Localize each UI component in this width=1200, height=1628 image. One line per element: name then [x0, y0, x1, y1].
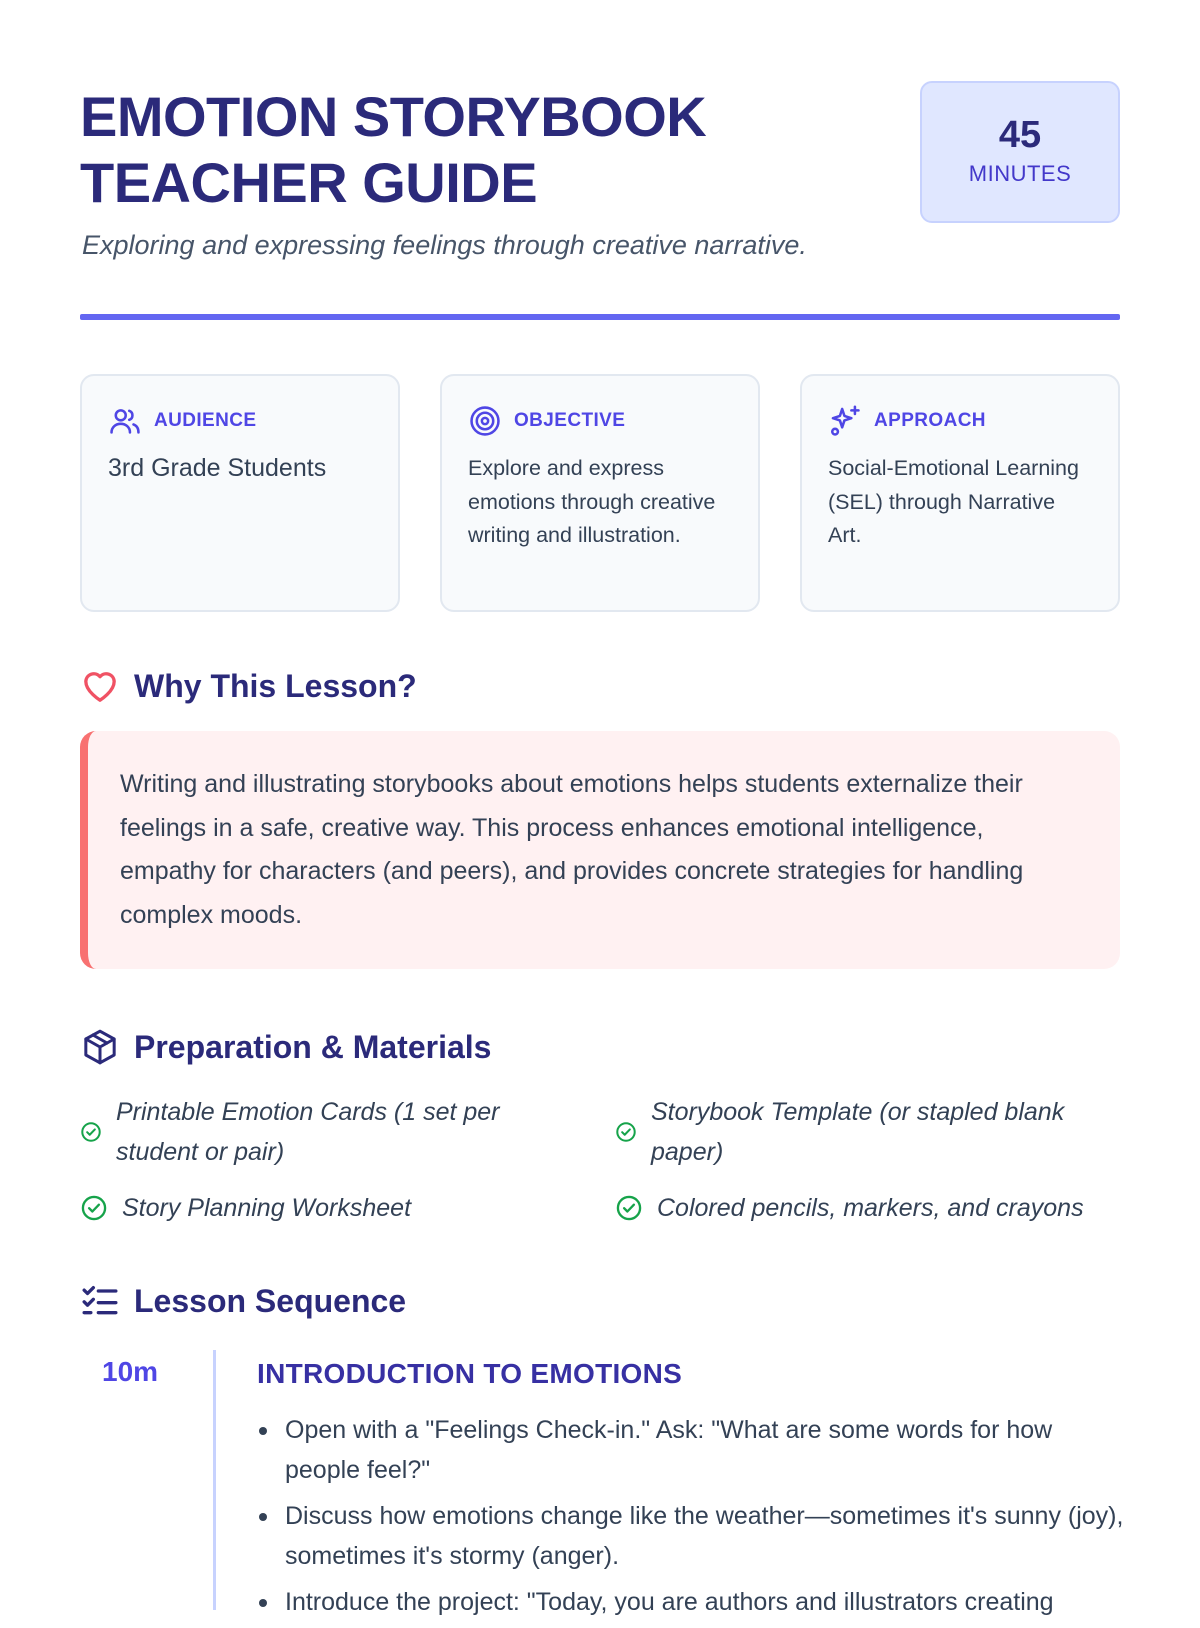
material-text: Printable Emotion Cards (1 set per student or pair) [116, 1098, 500, 1166]
step-duration: 10m [102, 1356, 159, 1387]
section-title: Lesson Sequence [134, 1282, 407, 1319]
card-label: AUDIENCE [154, 410, 257, 431]
heart-icon [80, 666, 120, 706]
list-item: Open with a "Feelings Check-in." Ask: "What are some words for how people feel?" [257, 1410, 1127, 1490]
header-divider [80, 314, 1120, 320]
teacher-guide-page [80, 0, 1124, 1616]
section-title: Preparation & Materials [134, 1028, 492, 1065]
approach-card [800, 374, 1120, 612]
section-title: Why This Lesson? [134, 667, 417, 704]
page-title [80, 84, 840, 216]
timeline-line [213, 1350, 216, 1610]
objective-card [440, 374, 760, 612]
check-circle-icon [615, 1121, 637, 1143]
sparkles-icon [828, 404, 862, 438]
step-body [257, 1352, 1127, 1628]
check-circle-icon [80, 1121, 102, 1143]
list-item [80, 1188, 580, 1228]
check-circle-icon [615, 1194, 643, 1222]
card-label: APPROACH [874, 410, 986, 431]
sequence-section-heading [80, 1279, 406, 1323]
step-bullets [257, 1410, 1127, 1622]
card-text: Social-Emotional Learning (SEL) through Narrative Art. [828, 456, 1079, 547]
card-text: 3rd Grade Students [108, 454, 327, 482]
material-text: Colored pencils, markers, and crayons [657, 1194, 1084, 1222]
info-cards [80, 374, 1120, 612]
target-icon [468, 404, 502, 438]
why-callout: Writing and illustrating storybooks about emotions helps students externalize their feelings in a safe, creative way. This process enhances emotional intelligence, empathy for characters (and peers), and provides concrete strategies for handling complex moods. [80, 731, 1120, 969]
page-subtitle: Exploring and expressing feelings through creative narrative. [82, 230, 807, 260]
title-line-2: TEACHER GUIDE [80, 151, 538, 214]
why-section-heading [80, 664, 417, 708]
card-label: OBJECTIVE [514, 410, 626, 431]
list-item [615, 1188, 1120, 1228]
duration-badge [920, 81, 1120, 223]
list-checks-icon [80, 1281, 120, 1321]
material-text: Story Planning Worksheet [122, 1194, 412, 1222]
guide-header [80, 80, 1120, 320]
duration-unit: MINUTES [968, 161, 1072, 186]
list-item: Discuss how emotions change like the weather—sometimes it's sunny (joy), sometimes it's stormy (anger). [257, 1496, 1127, 1576]
materials-list [80, 1092, 1120, 1232]
duration-value: 45 [998, 114, 1042, 156]
users-icon [108, 404, 142, 438]
list-item [80, 1092, 580, 1172]
sequence-step [80, 1352, 1124, 1616]
material-text: Storybook Template (or stapled blank paper) [651, 1098, 1065, 1166]
card-text: Explore and express emotions through creative writing and illustration. [468, 456, 716, 547]
list-item [615, 1092, 1120, 1172]
list-item: Introduce the project: "Today, you are authors and illustrators creating [257, 1582, 1127, 1622]
check-circle-icon [80, 1194, 108, 1222]
preparation-section-heading [80, 1025, 491, 1069]
step-title: INTRODUCTION TO EMOTIONS [257, 1358, 683, 1389]
title-line-1: EMOTION STORYBOOK [80, 85, 707, 148]
package-icon [80, 1027, 120, 1067]
audience-card [80, 374, 400, 612]
